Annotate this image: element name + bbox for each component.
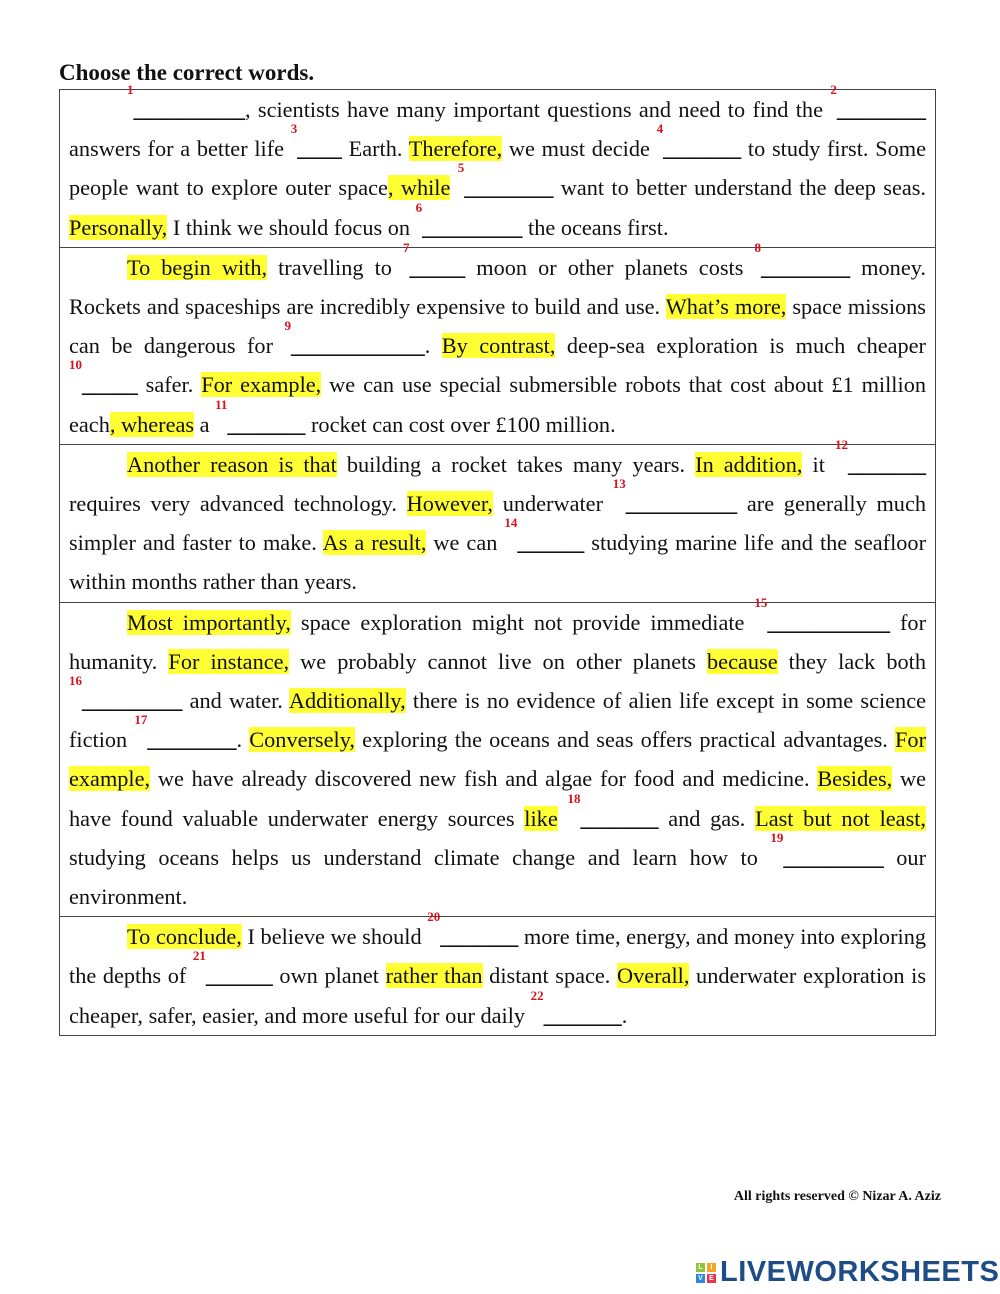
logo-squares-icon <box>696 1263 716 1283</box>
highlighted-connector: , while <box>387 175 451 201</box>
text: they lack both <box>777 648 926 674</box>
highlighted-connector: For instance, <box>168 648 290 674</box>
logo-square: I <box>707 1263 716 1272</box>
blank-number: 2 <box>830 82 837 97</box>
answer-blank-6[interactable] <box>415 199 523 240</box>
highlighted-connector: By contrast, <box>441 333 556 359</box>
blank-number: 6 <box>415 199 423 215</box>
highlighted-connector: , whereas <box>109 411 195 437</box>
blank-line[interactable]: ________ <box>760 254 851 280</box>
blank-number: 11 <box>215 396 228 412</box>
text: I believe we should <box>241 924 428 950</box>
blank-line[interactable]: _____ <box>409 254 466 280</box>
highlighted-connector: However, <box>406 491 494 517</box>
blank-line[interactable]: _________ <box>82 688 183 714</box>
blank-number: 17 <box>134 712 148 728</box>
blank-number: 3 <box>290 121 298 137</box>
text: building a rocket takes many years. <box>336 451 696 477</box>
highlighted-connector: Another reason is that <box>127 451 337 477</box>
highlighted-connector: For example, <box>201 372 322 398</box>
text: moon or other planets costs <box>465 254 755 280</box>
blank-number: 19 <box>770 829 784 845</box>
answer-blank-10[interactable] <box>69 357 138 398</box>
text: , scientists have many important questions and need to find the <box>244 97 831 122</box>
blank-number: 12 <box>834 436 848 452</box>
text: safer. <box>137 372 202 398</box>
text: are generally much simpler and faster to make. <box>69 491 926 556</box>
highlighted-connector: rather than <box>385 963 483 989</box>
blank-line[interactable]: ____________ <box>290 333 425 359</box>
instructions-title: Choose the correct words. <box>59 60 315 85</box>
blank-number: 8 <box>754 239 761 255</box>
blank-line[interactable]: __________ <box>625 491 738 517</box>
highlighted-connector: Therefore, <box>408 136 503 162</box>
blank-line[interactable]: _______ <box>543 1002 622 1028</box>
highlighted-connector: Overall, <box>616 963 690 989</box>
highlighted-connector: Last but not least, <box>755 805 927 831</box>
logo-text: LIVEWORKSHEETS <box>720 1256 1000 1288</box>
text: studying marine life and the seafloor within months rather than years. <box>69 530 926 595</box>
answer-blank-17[interactable] <box>134 712 237 753</box>
answer-blank-14[interactable] <box>504 515 585 556</box>
blank-line[interactable]: _______ <box>580 805 659 831</box>
text: I think we should focus on <box>167 214 416 240</box>
answer-blank-19[interactable] <box>770 829 884 870</box>
copyright-footer: All rights reserved © Nizar A. Aziz <box>733 1189 941 1204</box>
blank-line[interactable]: __________ <box>133 97 245 122</box>
blank-line[interactable]: _________ <box>422 214 523 240</box>
text: and gas. <box>658 805 756 831</box>
answer-blank-9[interactable] <box>284 318 425 359</box>
blank-number: 18 <box>567 790 581 806</box>
text: our environment. <box>69 844 926 910</box>
text: a <box>194 411 216 437</box>
highlighted-connector: To conclude, <box>127 924 242 950</box>
text: underwater exploration is cheaper, safer, easier, and more useful for our daily <box>69 963 926 1028</box>
answer-blank-11[interactable] <box>215 396 306 437</box>
answer-blank-7[interactable] <box>403 239 466 280</box>
text: we can <box>426 530 505 556</box>
blank-line[interactable]: _______ <box>663 136 742 162</box>
logo-square: V <box>696 1274 705 1283</box>
answer-blank-21[interactable] <box>192 948 273 989</box>
highlighted-connector: because <box>707 648 778 674</box>
blank-line[interactable]: _______ <box>847 451 927 477</box>
answer-blank-1[interactable] <box>127 82 245 122</box>
text: deep-sea exploration is much cheaper <box>555 333 926 359</box>
text: underwater <box>493 491 613 517</box>
blank-number: 4 <box>656 121 664 137</box>
text: answers for a better life <box>69 136 291 162</box>
blank-line[interactable]: ________ <box>147 727 237 753</box>
blank-number: 13 <box>612 476 626 492</box>
text: distant space. <box>482 963 617 989</box>
text: requires very advanced technology. <box>69 491 407 517</box>
text: space missions can be dangerous for <box>69 294 926 359</box>
answer-blank-2[interactable] <box>830 82 926 122</box>
highlighted-connector: Besides, <box>817 766 893 792</box>
text <box>558 806 568 831</box>
text: exploring the oceans and seas offers practical advantages. <box>354 727 896 753</box>
highlighted-connector: Conversely, <box>249 727 355 753</box>
blank-number: 20 <box>427 909 441 925</box>
answer-blank-3[interactable] <box>290 121 342 162</box>
paragraph-4 <box>60 594 935 917</box>
blank-line[interactable]: ___________ <box>767 609 891 635</box>
text: we have found valuable underwater energy sources <box>69 766 926 831</box>
text <box>450 175 457 200</box>
highlighted-connector: What’s more, <box>665 294 787 320</box>
blank-line[interactable]: _____ <box>82 372 138 398</box>
highlighted-connector: In addition, <box>695 451 803 477</box>
blank-number: 10 <box>69 357 82 373</box>
text: we probably cannot live on other planets <box>289 648 708 674</box>
text: we have already discovered new fish and algae for food and medicine. <box>150 766 818 792</box>
answer-blank-16[interactable] <box>69 673 183 714</box>
blank-line[interactable]: _______ <box>440 924 519 950</box>
paragraph-1 <box>60 82 935 247</box>
answer-blank-5[interactable] <box>457 160 554 201</box>
worksheet-table <box>59 82 936 1036</box>
liveworksheets-logo[interactable] <box>696 1256 999 1289</box>
paragraph-5 <box>60 909 935 1035</box>
answer-blank-13[interactable] <box>612 476 738 517</box>
text: . <box>424 333 442 359</box>
blank-line[interactable]: ____ <box>297 136 342 162</box>
blank-number: 22 <box>530 987 544 1003</box>
blank-line[interactable]: ______ <box>517 530 585 556</box>
highlighted-connector: For example, <box>69 727 926 792</box>
blank-number: 9 <box>284 318 291 334</box>
answer-blank-8[interactable] <box>754 239 851 280</box>
highlighted-connector: Additionally, <box>288 688 406 714</box>
answer-blank-22[interactable] <box>530 987 622 1028</box>
text: Earth. <box>341 136 409 162</box>
text: rocket can cost over £100 million. <box>305 411 616 437</box>
blank-number: 5 <box>457 160 465 176</box>
blank-line[interactable]: _________ <box>783 844 884 870</box>
text: want to better understand the deep seas. <box>553 175 926 201</box>
blank-line[interactable]: _______ <box>227 411 306 437</box>
highlighted-connector: As a result, <box>322 530 427 556</box>
answer-blank-15[interactable] <box>754 594 891 635</box>
blank-number: 14 <box>504 515 518 531</box>
blank-number: 7 <box>403 239 410 255</box>
answer-blank-4[interactable] <box>656 121 742 162</box>
blank-number: 16 <box>69 673 82 689</box>
blank-line[interactable]: ________ <box>836 97 926 122</box>
text: it <box>802 451 835 477</box>
logo-square: L <box>696 1263 705 1272</box>
text: money. Rockets and spaceships are incredibly expensive to build and use. <box>69 254 926 320</box>
blank-line[interactable]: ________ <box>464 175 554 201</box>
text: travelling to <box>267 254 403 280</box>
blank-line[interactable]: ______ <box>205 963 273 989</box>
text: for humanity. <box>69 609 926 674</box>
text: own planet <box>272 963 386 989</box>
answer-blank-12[interactable] <box>834 436 927 477</box>
highlighted-connector: Personally, <box>69 214 168 240</box>
text: to study first. Some people want to explore outer space <box>69 136 926 201</box>
paragraph-2 <box>60 239 935 444</box>
answer-blank-20[interactable] <box>427 909 519 950</box>
blank-number: 15 <box>754 594 768 610</box>
text: space exploration might not provide immediate <box>290 609 755 635</box>
blank-number: 21 <box>192 948 206 964</box>
text: . <box>621 1002 628 1028</box>
text: . <box>236 727 250 753</box>
text: there is no evidence of alien life except in some science fiction <box>69 688 926 753</box>
blank-number: 1 <box>127 82 134 97</box>
text: we must decide <box>502 136 657 162</box>
paragraph-3 <box>60 436 935 602</box>
highlighted-connector: like <box>524 805 558 831</box>
text: more time, energy, and money into exploring the depths of <box>69 924 926 989</box>
highlighted-connector: Most importantly, <box>127 609 291 635</box>
text: we can use special submersible robots that cost about £1 million each <box>69 372 926 437</box>
logo-square: E <box>707 1274 716 1283</box>
highlighted-connector: To begin with, <box>127 254 268 280</box>
answer-blank-18[interactable] <box>567 790 659 831</box>
text: studying oceans helps us understand climate change and learn how to <box>69 844 771 870</box>
text: and water. <box>182 688 289 714</box>
text: the oceans first. <box>522 214 669 240</box>
